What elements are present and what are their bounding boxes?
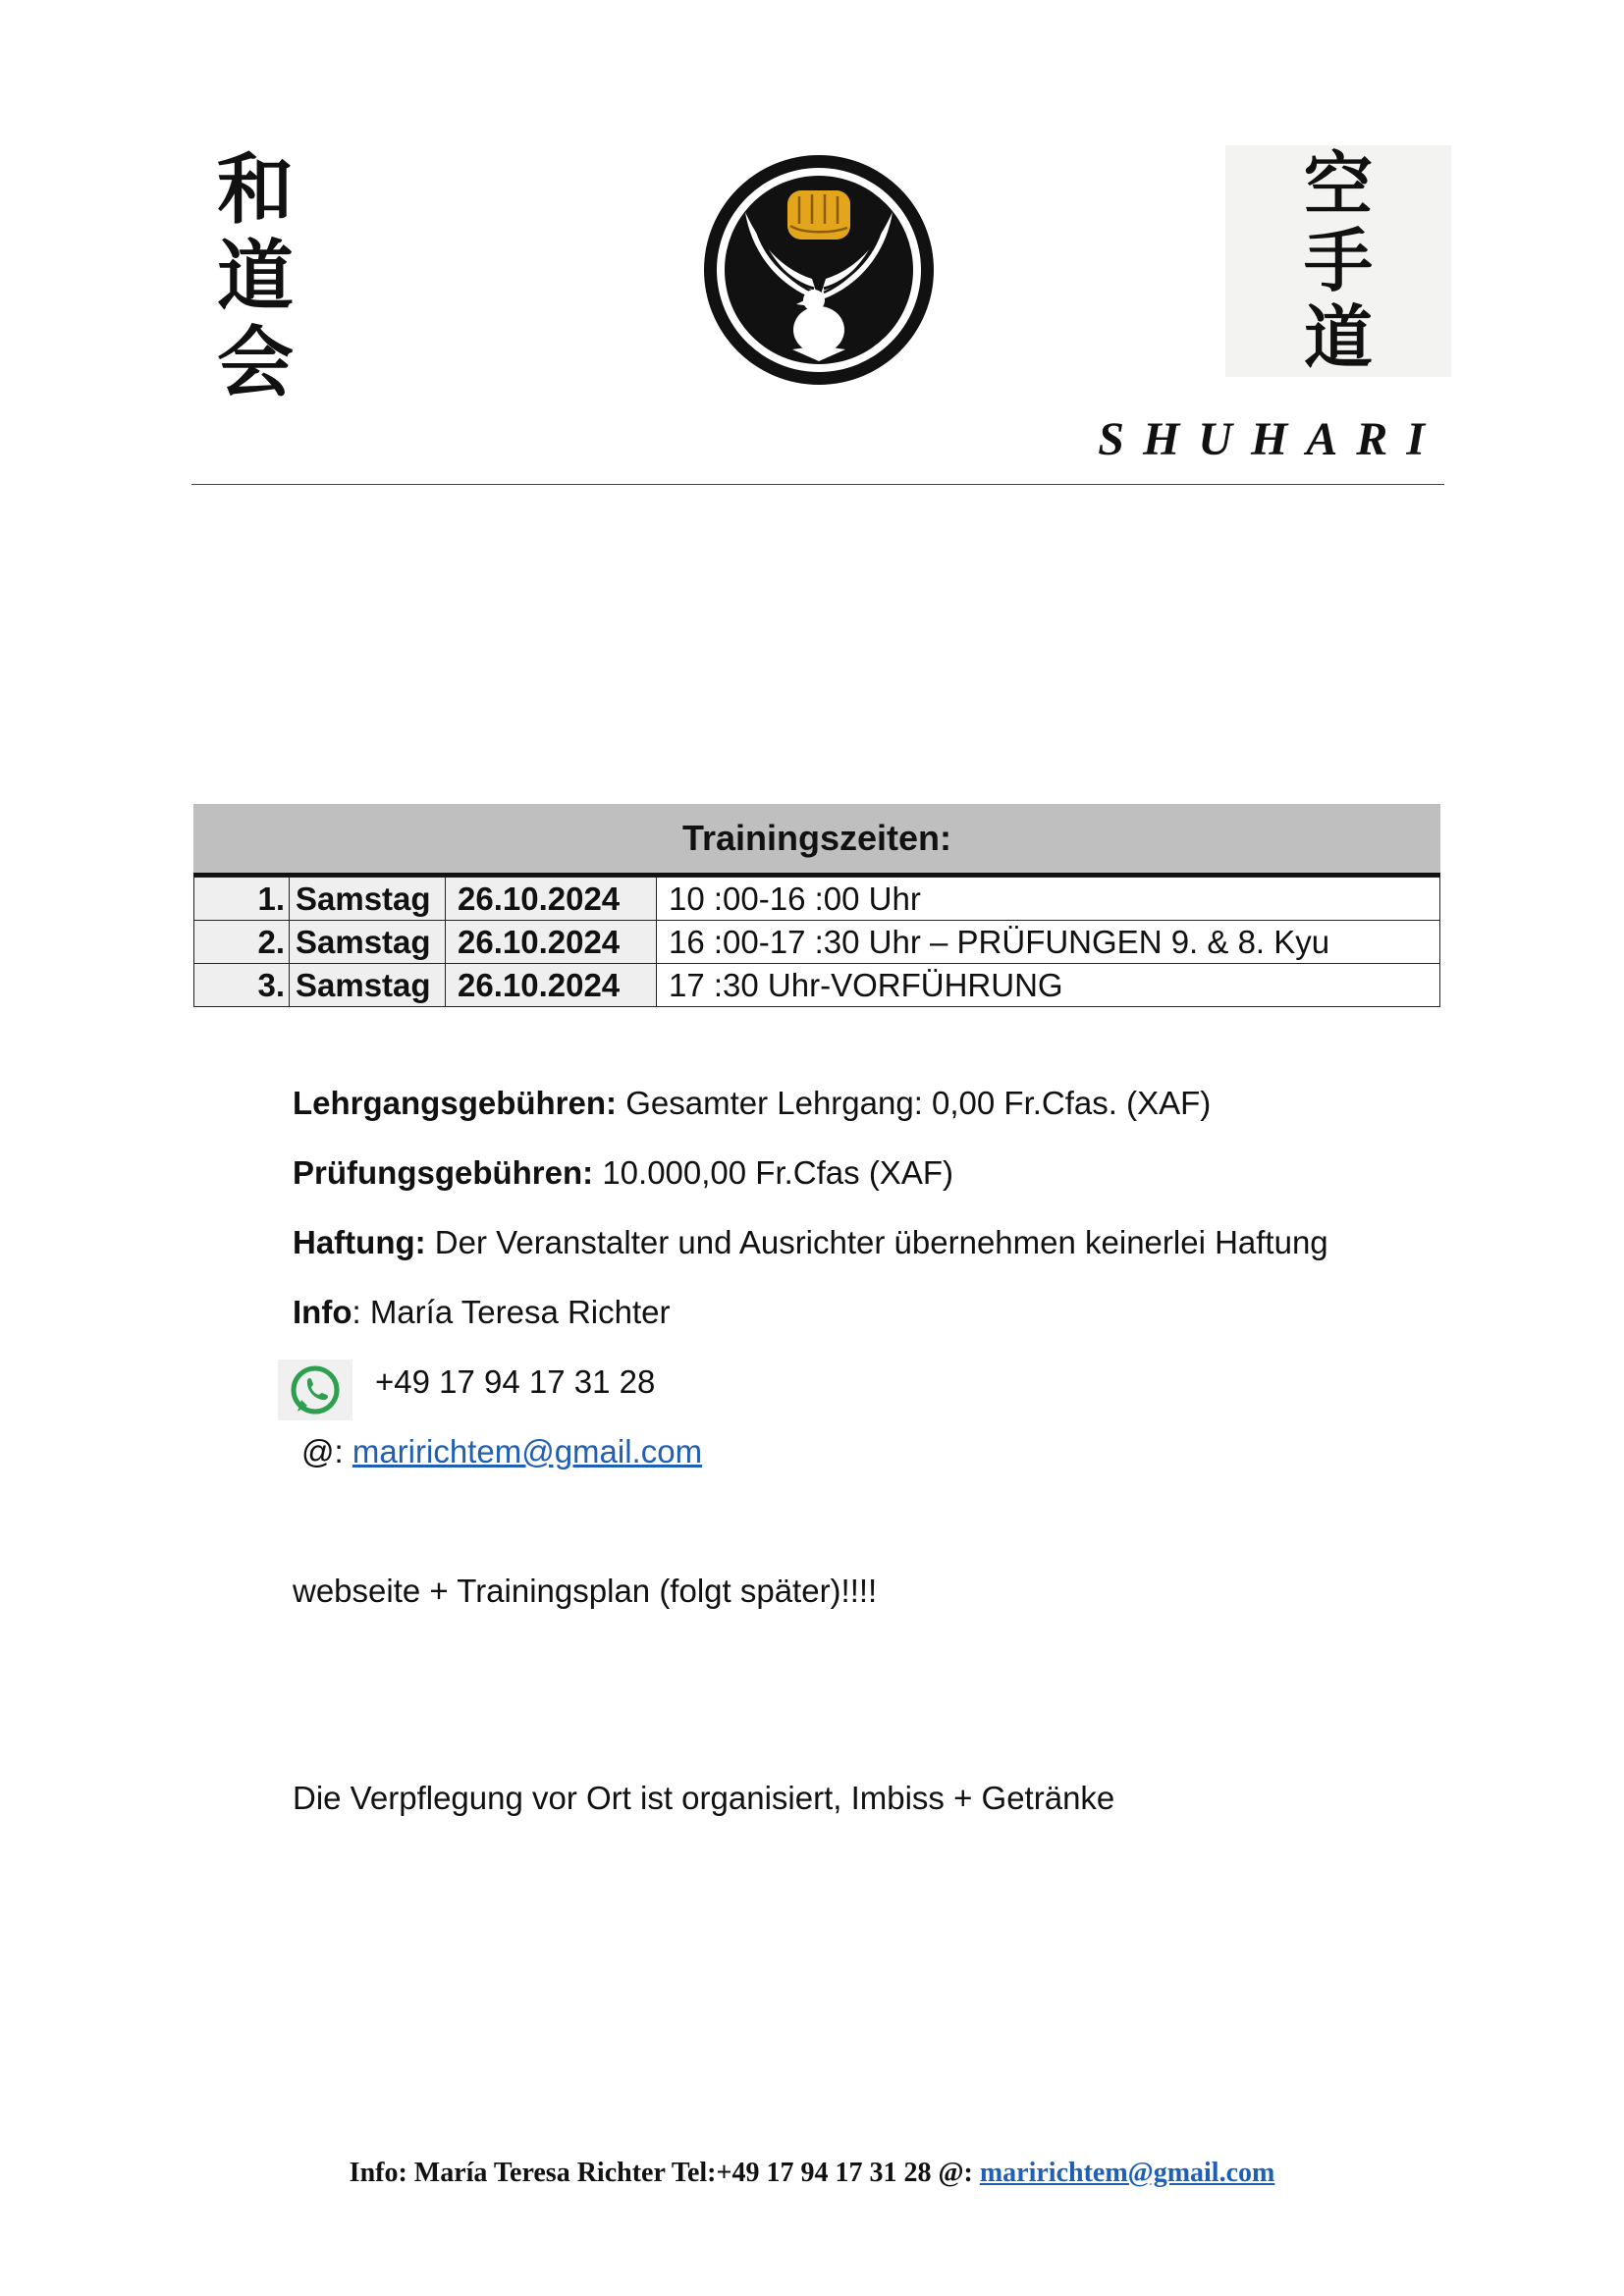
row-day: Samstag: [290, 878, 446, 921]
karatedo-kanji: [1304, 143, 1373, 378]
row-date: 26.10.2024: [446, 964, 657, 1007]
liability-line: [293, 1224, 1328, 1261]
info-label: Info: [293, 1294, 352, 1330]
row-day: Samstag: [290, 921, 446, 964]
info-value: : María Teresa Richter: [352, 1294, 671, 1330]
kanji-char: 空: [1304, 143, 1373, 225]
footer: [0, 2158, 1624, 2189]
table-row: [194, 964, 1440, 1007]
email-line: [301, 1433, 702, 1470]
row-day: Samstag: [290, 964, 446, 1007]
brand-name: SHUHARI: [1098, 413, 1443, 465]
info-line: [293, 1294, 671, 1331]
training-times-table: [193, 804, 1440, 1007]
course-fee-value: Gesamter Lehrgang: 0,00 Fr.Cfas. (XAF): [617, 1085, 1212, 1121]
footer-text: Info: María Teresa Richter Tel:+49 17 94 17 31 28 @:: [349, 2158, 980, 2188]
dojo-logo: [694, 153, 944, 387]
kanji-char: 道: [216, 232, 294, 321]
whatsapp-icon: [278, 1360, 352, 1420]
row-time: 16 :00-17 :30 Uhr – PRÜFUNGEN 9. & 8. Kyu: [657, 921, 1440, 964]
phone-number: +49 17 94 17 31 28: [375, 1363, 656, 1400]
exam-fee-value: 10.000,00 Fr.Cfas (XAF): [593, 1154, 953, 1191]
wadokai-kanji: [196, 147, 314, 406]
row-time: 17 :30 Uhr-VORFÜHRUNG: [657, 964, 1440, 1007]
catering-note: Die Verpflegung vor Ort ist organisiert, Imbiss + Getränke: [293, 1780, 1115, 1816]
course-fee-line: [293, 1085, 1211, 1122]
header-divider: [191, 484, 1444, 485]
table-row: [194, 921, 1440, 964]
table-title: Trainingszeiten:: [193, 804, 1440, 877]
exam-fee-label: Prüfungsgebühren:: [293, 1154, 594, 1191]
kanji-char: 手: [1304, 220, 1373, 301]
row-date: 26.10.2024: [446, 921, 657, 964]
row-date: 26.10.2024: [446, 878, 657, 921]
row-time: 10 :00-16 :00 Uhr: [657, 878, 1440, 921]
footer-email-link[interactable]: maririchtem@gmail.com: [979, 2158, 1275, 2188]
kanji-char: 道: [1304, 296, 1373, 378]
table-row: [194, 878, 1440, 921]
website-note: webseite + Trainingsplan (folgt später)!!!!: [293, 1573, 878, 1609]
karatedo-kanji-box: [1225, 145, 1451, 377]
row-number: 2.: [194, 921, 290, 964]
email-link[interactable]: maririchtem@gmail.com: [352, 1433, 703, 1469]
row-number: 1.: [194, 878, 290, 921]
exam-fee-line: [293, 1154, 953, 1192]
email-prefix: @:: [301, 1433, 352, 1469]
row-number: 3.: [194, 964, 290, 1007]
course-fee-label: Lehrgangsgebühren:: [293, 1085, 618, 1121]
liability-label: Haftung:: [293, 1224, 426, 1260]
kanji-char: 会: [216, 318, 294, 407]
kanji-char: 和: [216, 145, 294, 235]
liability-value: Der Veranstalter und Ausrichter übernehmen keinerlei Haftung: [425, 1224, 1328, 1260]
